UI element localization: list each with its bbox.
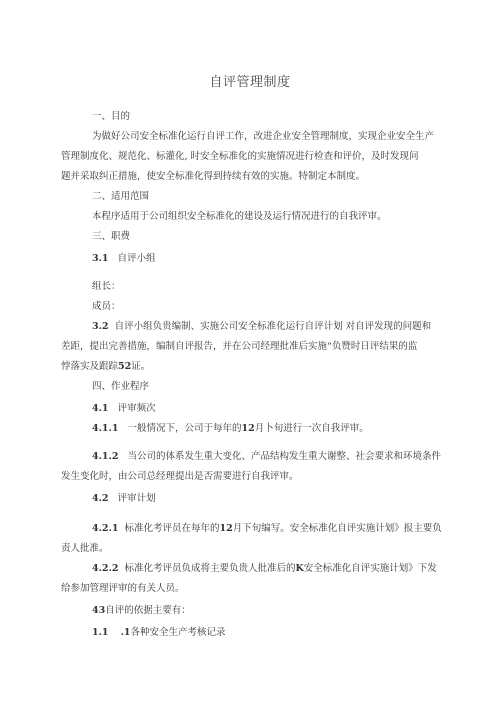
purpose-paragraph-line-3: 题并采取纠正措施，使安全标准化得到持续有效的实施。特制定本制度。 [61,171,366,182]
clause-text: 证。 [131,361,151,372]
clause-text: 自评小组负贵编制、实施公司安全标准化运行自评计划 对自评发现的问题和 [114,321,432,332]
clause-4-2-2-line-1 [92,562,437,576]
clause-text: 各种安全生产考核记录 [130,627,226,638]
clause-text: 月卜旬进行一次自我评审。 [254,423,369,434]
clause-number: 4.2.2 [92,563,119,574]
clause-text: 标准化考评员负成将主要负贵人批准后的 [124,563,296,574]
clause-title: 自评小组 [117,253,156,264]
purpose-paragraph-line-2: 管理制度化、规范化、标灌化, 时安全标准化的实施情况进行检查和评价，及时发现问 [61,151,419,162]
clause-number: 3.2 [92,321,109,332]
clause-text: 自评的依据主要有： [105,605,191,616]
clause-4-2-2-line-2: 给参加管理评审的有关人员。 [61,583,185,594]
clause-1-1-1 [92,626,226,640]
clause-number: 4.2.1 [92,523,119,534]
clause-4-1 [92,402,156,416]
clause-4-2 [92,492,156,506]
clause-number: 4.1.1 [92,423,119,434]
document-title: 自评管理制度 [209,75,291,90]
clause-text: 安全标准化自评实施计划》下发 [303,563,437,574]
clause-3-2-line-3 [61,360,150,374]
clause-number: 43 [92,605,106,616]
clause-text: 标准化考评员在每年的 [124,523,220,534]
clause-3-2-line-1 [92,320,431,334]
scope-paragraph: 本程序适用于公司组织安全标准化的建设及运行情况进行的自我评审。 [92,211,387,222]
team-members-label: 成员： [92,301,121,312]
clause-number-inline: 52 [118,361,132,372]
clause-number: 1.1 [92,627,109,638]
clause-text: 月下旬编写。安全标准化自评实施计划》报主要负 [232,523,442,534]
clause-3-1 [92,252,156,266]
clause-4-1-1 [92,422,369,436]
section-heading-scope: 二、适用范围 [92,191,150,202]
clause-text: 一般情况下，公司于每年的 [127,423,242,434]
clause-4-1-2-line-1 [92,450,441,464]
clause-number: 4.1 [92,403,109,414]
clause-text: 当公司的体系发生重大变化、产品结构发生重大谢整、社会要求和环境条件 [127,451,442,462]
clause-4-1-2-line-2: 发生变化时，由公司总经理提出是否需要进行自我评审。 [61,471,299,482]
month-number: 12 [219,523,233,534]
clause-number: 3.1 [92,253,109,264]
clause-4-2-1-line-2: 责人批准。 [61,543,109,554]
clause-title: 评审计划 [117,493,156,504]
bracket-glyph: K [295,563,304,574]
clause-number: 4.1.2 [92,451,119,462]
clause-3-2-line-2: 差距，提出完善措施，编制自评报告，并在公司经理批准后实施“负赞时日评结果的监 [61,341,418,352]
clause-number: .1 [120,627,131,638]
section-heading-duties: 三、职费 [92,231,131,242]
clause-title: 评审频次 [117,403,156,414]
section-heading-procedure: 四、作业程序 [92,381,150,392]
clause-4-2-1-line-1 [92,522,442,536]
clause-text: 悖落实及跟踪 [61,361,119,372]
clause-4-3 [92,604,191,618]
month-number: 12 [241,423,255,434]
purpose-paragraph-line-1: 为做好公司安全标准化运行自评工作，改进企业安全管理制度，实现企业安全生产 [92,131,435,142]
team-leader-label: 组长： [92,281,121,292]
clause-number: 4.2 [92,493,109,504]
section-heading-purpose: 一、目的 [92,111,131,122]
